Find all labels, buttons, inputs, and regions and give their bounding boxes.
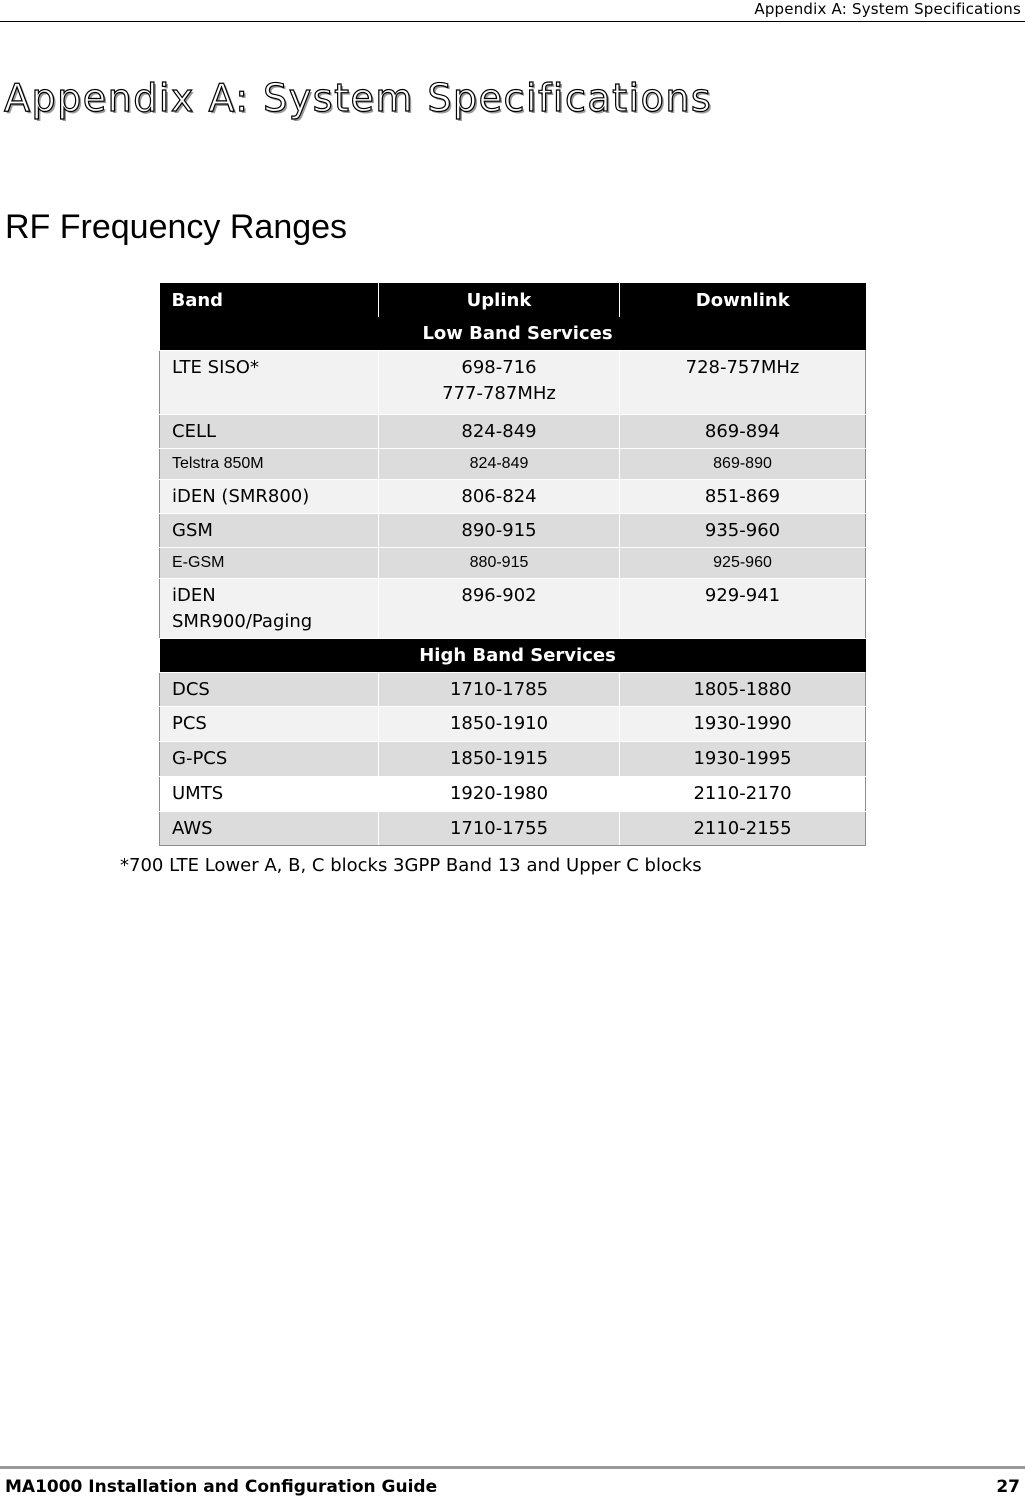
uplink-cell: 1710-1755 (379, 812, 620, 846)
table-row (160, 415, 866, 449)
downlink-cell: 1805-1880 (620, 673, 866, 707)
column-header-downlink: Downlink (620, 283, 866, 317)
uplink-cell: 880-915 (379, 548, 620, 579)
uplink-cell: 896-902 (379, 579, 620, 639)
running-header (0, 0, 1025, 22)
group-title-low-band: Low Band Services (160, 317, 866, 351)
table-row (160, 742, 866, 777)
band-cell: PCS (160, 707, 379, 742)
band-cell (160, 579, 379, 639)
uplink-cell: 824-849 (379, 415, 620, 449)
page-title: Appendix A: System Specifications (4, 76, 713, 120)
column-header-band: Band (160, 283, 379, 317)
band-cell: Telstra 850M (160, 449, 379, 480)
table-footnote: *700 LTE Lower A, B, C blocks 3GPP Band 13 and Upper C blocks (120, 855, 702, 876)
downlink-cell: 869-894 (620, 415, 866, 449)
downlink-cell: 869-890 (620, 449, 866, 480)
uplink-cell: 1850-1910 (379, 707, 620, 742)
table-row (160, 548, 866, 579)
band-cell: AWS (160, 812, 379, 846)
footer-guide-title: MA1000 Installation and Configuration Guide (5, 1477, 438, 1497)
uplink-cell: 824-849 (379, 449, 620, 480)
uplink-cell: 1850-1915 (379, 742, 620, 777)
uplink-line: 777-787MHz (442, 383, 556, 404)
section-heading: RF Frequency Ranges (5, 208, 348, 246)
running-header-title: Appendix A: System Specifications (754, 0, 1021, 18)
downlink-cell: 1930-1995 (620, 742, 866, 777)
downlink-cell: 925-960 (620, 548, 866, 579)
table-row (160, 673, 866, 707)
table-row (160, 579, 866, 639)
rf-frequency-table (159, 283, 866, 846)
group-header-low-band (160, 317, 866, 351)
table-row (160, 351, 866, 415)
uplink-cell: 1920-1980 (379, 777, 620, 812)
group-title-high-band: High Band Services (160, 639, 866, 673)
uplink-cell: 1710-1785 (379, 673, 620, 707)
band-cell: E-GSM (160, 548, 379, 579)
band-line: SMR900/Paging (172, 611, 313, 632)
uplink-cell: 890-915 (379, 514, 620, 548)
band-cell: UMTS (160, 777, 379, 812)
downlink-cell: 851-869 (620, 480, 866, 514)
table-row (160, 812, 866, 846)
downlink-cell: 929-941 (620, 579, 866, 639)
band-cell: CELL (160, 415, 379, 449)
uplink-cell (379, 351, 620, 415)
band-cell: DCS (160, 673, 379, 707)
column-header-uplink: Uplink (379, 283, 620, 317)
running-footer (0, 1466, 1025, 1500)
downlink-cell: 2110-2155 (620, 812, 866, 846)
table-row (160, 449, 866, 480)
table-header-row (160, 283, 866, 317)
uplink-line: 698-716 (461, 357, 537, 378)
band-cell: LTE SISO* (160, 351, 379, 415)
table-row (160, 514, 866, 548)
band-cell: iDEN (SMR800) (160, 480, 379, 514)
band-cell: GSM (160, 514, 379, 548)
group-header-high-band (160, 639, 866, 673)
downlink-cell: 935-960 (620, 514, 866, 548)
downlink-cell: 728-757MHz (620, 351, 866, 415)
band-cell: G-PCS (160, 742, 379, 777)
footer-page-number: 27 (996, 1477, 1020, 1497)
band-line: iDEN (172, 585, 216, 606)
uplink-cell: 806-824 (379, 480, 620, 514)
table-row (160, 777, 866, 812)
table-row (160, 707, 866, 742)
table-row (160, 480, 866, 514)
downlink-cell: 1930-1990 (620, 707, 866, 742)
downlink-cell: 2110-2170 (620, 777, 866, 812)
